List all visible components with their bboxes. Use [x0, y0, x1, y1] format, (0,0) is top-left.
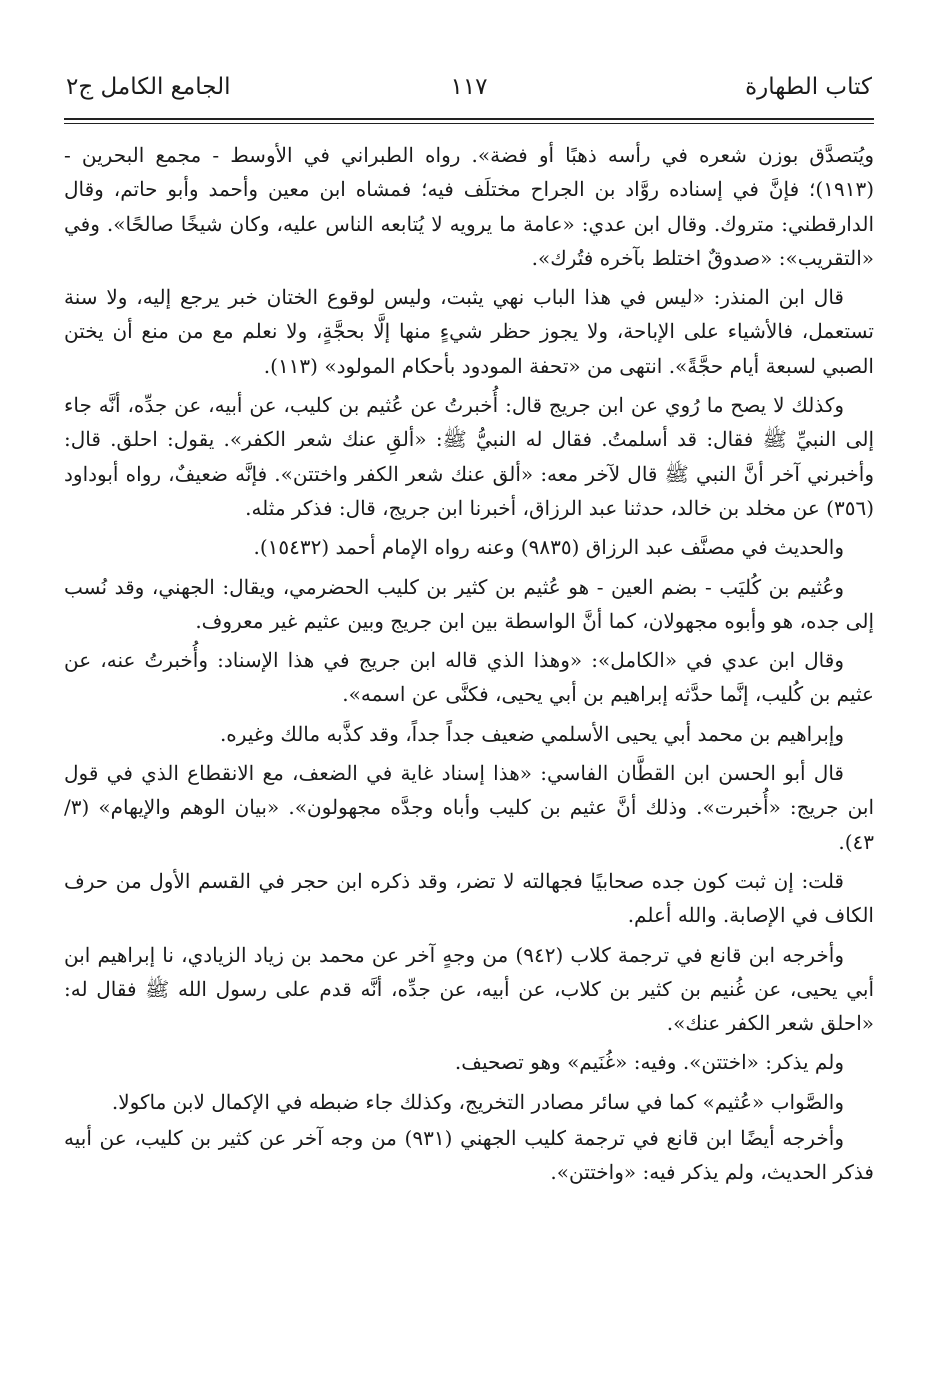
paragraph: قلت: إن ثبت كون جده صحابيًا فجهالته لا تضر، وقد ذكره ابن حجر في القسم الأول من حرف الكاف في الإصابة. والله أعلم. [64, 868, 874, 928]
header-rule-thick [64, 118, 874, 120]
paragraph: وكذلك لا يصح ما رُوي عن ابن جريج قال: أُخبرتُ عن عُثيم بن كليب، عن أبيه، عن جدِّه، أنَّه جاء إلى النبيِّ ﷺ فقال: قد أسلمتُ. فقال له النبيُّ ﷺ: «ألقِ عنك شعر الكفر». يقول: احلق. قال: وأخبرني آخر أنَّ النبي ﷺ قال لآخر معه: «ألق عنك شعر الكفر واختتن». فإنَّه ضعيفٌ، رواه أبوداود (٣٥٦) عن مخلد بن خالد، حدثنا عبد الرزاق، أخبرنا ابن جريج، قال: فذكر مثله. [64, 393, 874, 520]
page-body [64, 138, 874, 1190]
paragraph: وقال ابن عدي في «الكامل»: «وهذا الذي قاله ابن جريج في هذا الإسناد: وأُخبرتُ عنه، عن عثيم بن كُليب، إنَّما حدَّثه إبراهيم بن أبي يحيى، فكنَّى عن اسمه». [64, 648, 874, 707]
paragraph: والحديث في مصنَّف عبد الرزاق (٩٨٣٥) وعنه رواه الإمام أحمد (١٥٤٣٢). [253, 535, 844, 560]
paragraph: وعُثيم بن كُليَب - بضم العين - هو عُثيم بن كثير بن كليب الحضرمي، ويقال: الجهني، وقد نُسب إلى جده، هو وأبوه مجهولان، كما أنَّ الواسطة بين ابن جريج وبين عثيم غير معروف. [64, 574, 874, 633]
header-book-title: الجامع الكامل ج٢ [66, 74, 231, 100]
paragraph: قال أبو الحسن ابن القطَّان الفاسي: «هذا إسناد غاية في الضعف، مع الانقطاع الذي في قول ابن جريج: «أُخبرت». وذلك أنَّ عثيم بن كليب وأباه وجدَّه مجهولون». «بيان الوهم والإيهام» (٣/ ٤٣). [64, 761, 875, 854]
paragraph: وأخرجه أيضًا ابن قانع في ترجمة كليب الجهني (٩٣١) من وجه آخر عن كثير بن كليب، عن أبيه فذكر الحديث، ولم يذكر فيه: «واختتن». [64, 1126, 874, 1185]
header-chapter-title: كتاب الطهارة [745, 74, 872, 100]
paragraph: قال ابن المنذر: «ليس في هذا الباب نهي يثبت، وليس لوقوع الختان خبر يرجع إليه، ولا سنة تستعمل، فالأشياء على الإباحة، ولا يجوز حظر شيءٍ منها إلَّا بحجَّةٍ، ولا نعلم مع من منع أن يختن الصبي لسبعة أيام حجَّةً». انتهى من «تحفة المودود بأحكام المولود» (١١٣). [64, 285, 874, 378]
paragraph: وإبراهيم بن محمد أبي يحيى الأسلمي ضعيف جداً جداً، وقد كذَّبه مالك وغيره. [219, 721, 844, 746]
page-header [64, 72, 874, 118]
paragraph: والصَّواب «عُثيم» كما في سائر مصادر التخريج، وكذلك جاء ضبطه في الإكمال لابن ماكولا. [111, 1089, 844, 1114]
paragraph: ويُتصدَّق بوزن شعره في رأسه ذهبًا أو فضة». رواه الطبراني في الأوسط - مجمع البحرين - (١٩١٣)؛ فإنَّ في إسناده روَّاد بن الجراح مختلَف فيه؛ فمشاه ابن معين وأحمد وأبو حاتم، وقال الدارقطني: متروك. وقال ابن عدي: «عامة ما يرويه لا يُتابعه الناس عليه، وكان شيخًا صالحًا». وفي «التقريب»: «صدوقٌ اختلط بآخره فتُرك». [64, 143, 874, 270]
page-number: ١١٧ [450, 74, 488, 100]
header-rule-thin [64, 123, 874, 124]
paragraph: ولم يذكر: «اختتن». وفيه: «غُنَيم» وهو تصحيف. [454, 1050, 844, 1075]
paragraph: وأخرجه ابن قانع في ترجمة كلاب (٩٤٢) من وجهٍ آخر عن محمد بن زياد الزيادي، نا إبراهيم ابن أبي يحيى، عن غُنيم بن كثير بن كلاب، عن أبيه، عن جدِّه، أنَّه قدم على رسول الله ﷺ فقال له: «احلق شعر الكفر عنك». [64, 942, 874, 1036]
